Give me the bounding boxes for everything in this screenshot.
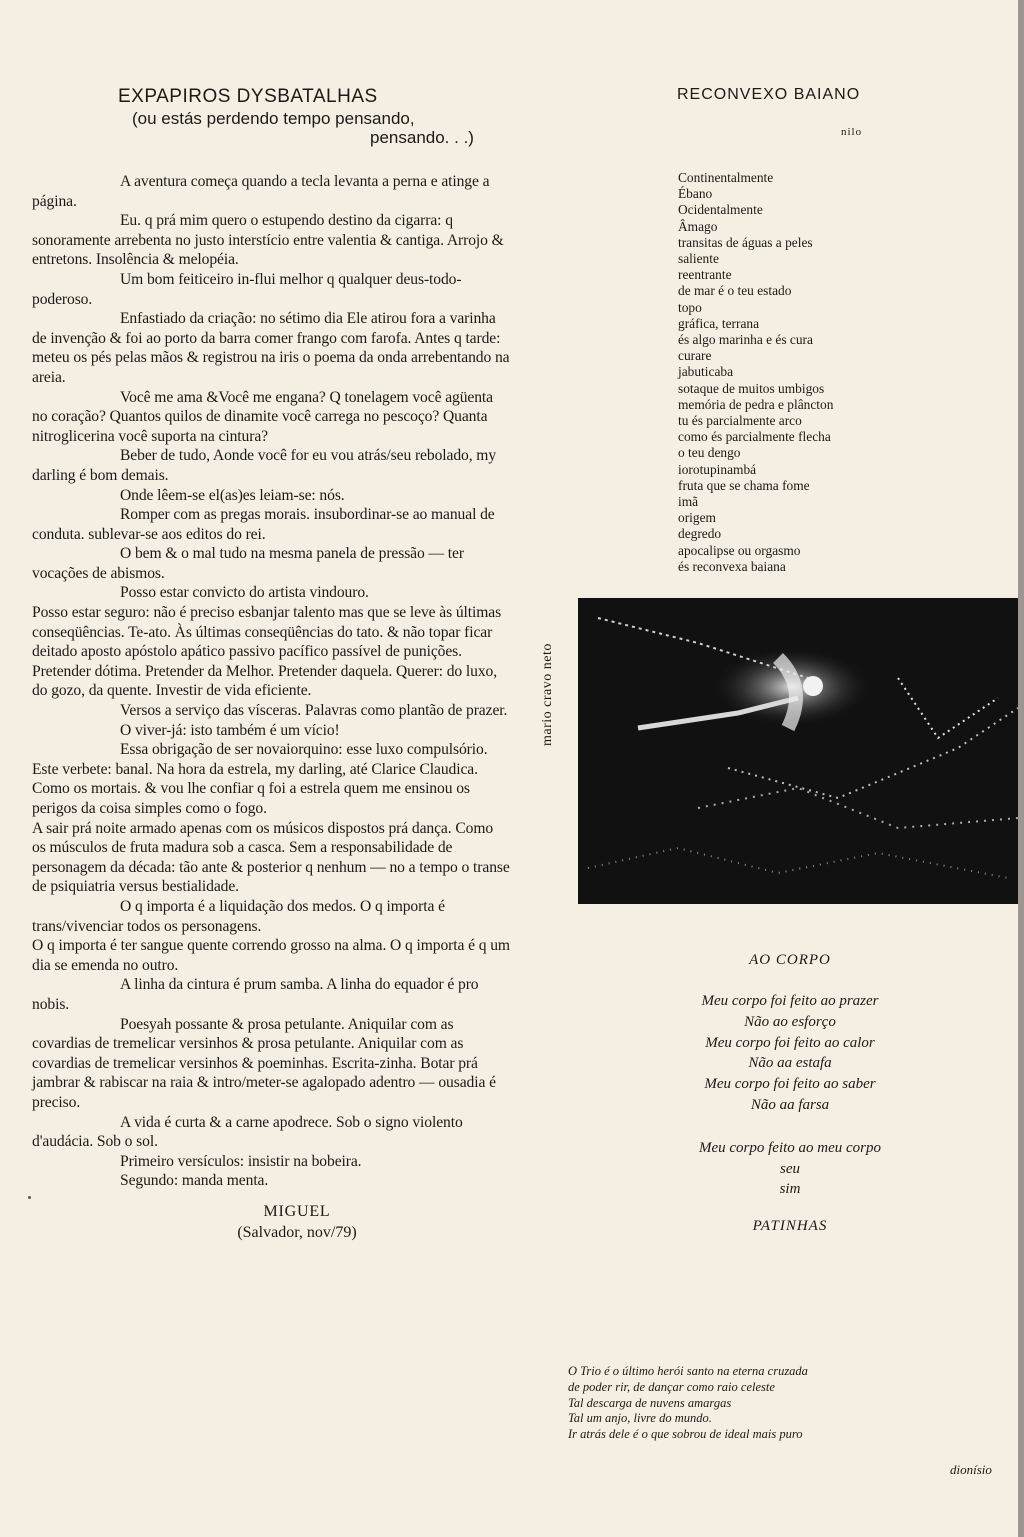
article-paragraph: Onde lêem-se el(as)es leiam-se: nós. <box>120 486 345 504</box>
poem-line: O Trio é o último herói santo na eterna cruzada <box>568 1364 808 1378</box>
article-paragraph: A linha da cintura é prum samba. A linha do equador é pro nobis. <box>32 976 479 1013</box>
article-paragraph: Segundo: manda menta. <box>120 1172 269 1190</box>
poem-line: topo <box>678 299 702 315</box>
article-body <box>32 172 510 1191</box>
article-paragraph: Primeiro versículos: insistir na bobeira. <box>120 1152 362 1170</box>
poem-title-reconvexo: RECONVEXO BAIANO <box>677 86 861 103</box>
poem-trio-body <box>568 1364 1008 1443</box>
poem-line: como és parcialmente flecha <box>678 429 831 445</box>
article-signature <box>32 1201 510 1243</box>
poem-line: jabuticaba <box>678 364 734 380</box>
poem-line: memória de pedra e plâncton <box>678 396 834 412</box>
poem-line: fruta que se chama fome <box>678 477 810 493</box>
poem-reconvexo-body <box>678 170 998 575</box>
article-title-block <box>32 86 510 156</box>
poem-line: Meu corpo foi feito ao prazer <box>701 993 879 1009</box>
article-expapiros <box>32 86 510 1243</box>
poem-line: Tal um anjo, livre do mundo. <box>568 1411 712 1426</box>
poem-line: imã <box>678 494 699 510</box>
poem-line: sotaque de muitos umbigos <box>678 380 825 396</box>
poem-title-ao-corpo: AO CORPO <box>749 952 831 968</box>
poem-line: Continentalmente <box>678 170 774 185</box>
article-paragraph: Você me ama &Você me engana? Q tonelagem você agüenta no coração? Quantos quilos de dinamite você carrega no pescoço? Quanta nitroglicerina você suporta na cintura? <box>32 388 493 445</box>
article-paragraph: A aventura começa quando a tecla levanta a perna e atinge a página. <box>32 173 490 210</box>
poem-line: Não aa estafa <box>748 1055 832 1072</box>
poem-line: Ébano <box>678 186 713 202</box>
poem-line: Meu corpo foi feito ao saber <box>704 1076 876 1093</box>
article-paragraph: O q importa é ter sangue quente correndo grosso na alma. O q importa é q um dia se emenda no outro. <box>32 937 510 974</box>
article-paragraph: Um bom feiticeiro in-flui melhor q qualquer deus-todo-poderoso. <box>32 270 462 308</box>
night-photo <box>578 598 1018 904</box>
poem-line: tu és parcialmente arco <box>678 413 802 429</box>
article-paragraph: Romper com as pregas morais. insubordinar-se ao manual de conduta. sublevar-se aos editos do rei. <box>32 506 495 543</box>
article-paragraph: Versos a serviço das vísceras. Palavras como plantão de prazer. <box>120 702 508 720</box>
poem-line: iorotupinambá <box>678 461 757 477</box>
poem-ao-corpo-stanza-2 <box>560 1138 1020 1200</box>
poem-line: o teu dengo <box>678 445 741 461</box>
poem-line: Não ao esforço <box>744 1013 836 1030</box>
article-paragraph: A sair prá noite armado apenas com os músicos dispostos prá dança. Como os músculos de fruta madura sob a casca. Sem a responsabilidade de personagem da década: tão ante & posterior q nenhum — no a tempo o transe de psiquiatria versus bestialidade. <box>32 819 510 896</box>
article-paragraph: Beber de tudo, Aonde você for eu vou atrás/seu rebolado, my darling é bom demais. <box>32 447 497 484</box>
poem-line: és algo marinha e és cura <box>678 332 813 348</box>
poem-line: degredo <box>678 526 722 542</box>
poem-line: curare <box>678 348 712 364</box>
article-paragraph: Poesyah possante & prosa petulante. Aniquilar com as covardias de tremelicar versinhos & prosa petulante. Aniquilar com as covardias de tremelicar versinhos & poeminhas. Escrita-zinha. Botar prá jambrar & rabiscar na raia & intro/meter-se agalopado adentro — ousadia é preciso. <box>32 1015 496 1111</box>
poem-line: de poder rir, de dançar como raio celeste <box>568 1379 775 1394</box>
poem-line: Meu corpo foi feito ao calor <box>705 1034 875 1051</box>
article-paragraph: Essa obrigação de ser novaiorquino: esse luxo compulsório. Este verbete: banal. Na hora da estrela, my darling, até Clarice Claudica. Como os mortais. & vou lhe confiar q foi a estrela quem me ensinou os perigos da coisa simples como o fogo. <box>32 741 488 817</box>
poem-line: seu <box>780 1160 800 1177</box>
article-subtitle <box>132 109 516 147</box>
poem-ao-corpo-stanza-1 <box>560 991 1020 1116</box>
article-paragraph: O q importa é a liquidação dos medos. O q importa é trans/vivenciar todos os personagens. <box>32 897 445 935</box>
margin-dot <box>28 1196 31 1199</box>
article-paragraph: Eu. q prá mim quero o estupendo destino da cigarra: q sonoramente arrebenta no justo interstício entre valentia & cantiga. Arrojo & entretons. Insolência & melopéia. <box>32 212 504 269</box>
poem-line: saliente <box>678 251 719 267</box>
poem-author-patinhas: PATINHAS <box>752 1218 828 1234</box>
article-paragraph: Enfastiado da criação: no sétimo dia Ele atirou fora a varinha de invenção & foi ao porto da barra comer frango com farofa. Antes q tarde: meteu os pés pelas mãos & registrou na iris o poema da onda arrebentando na areia. <box>32 310 510 386</box>
poem-author-nilo: nilo <box>841 126 863 138</box>
article-paragraph: Posso estar convicto do artista vindouro. <box>120 584 369 602</box>
poem-line: Meu corpo feito ao meu corpo <box>698 1139 882 1156</box>
author-place-date: (Salvador, nov/79) <box>237 1223 357 1241</box>
page-edge-shadow <box>1018 0 1024 1537</box>
poem-author-dionisio: dionísio <box>950 1462 992 1477</box>
article-paragraph: A vida é curta & a carne apodrece. Sob o signo violento d'audácia. Sob o sol. <box>32 1113 463 1151</box>
poem-line: Ir atrás dele é o que sobrou de ideal mais puro <box>568 1427 803 1442</box>
night-photo-graphic <box>578 598 1018 904</box>
subtitle-line-2: pensando. . .) <box>370 128 474 147</box>
poem-line: reentrante <box>678 267 732 283</box>
poem-ao-corpo-body <box>560 991 1020 1200</box>
article-title: EXPAPIROS DYSBATALHAS <box>118 86 378 107</box>
photo-credit: mario cravo neto <box>540 643 555 746</box>
poem-line: és reconvexa baiana <box>678 558 786 574</box>
article-paragraph: Posso estar seguro: não é preciso esbanjar talento mas que se leve às últimas conseqüências. Te-ato. Às últimas conseqüências do tato. & não topar ficar deitado aposto apóstolo apático passivo pacífico passível de punições. Pretender dótima. Pretender da Melhor. Pretender daquela. Querer: do luxo, do gozo, da quente. Investir de vida eficiente. <box>32 604 502 700</box>
article-paragraph: O bem & o mal tudo na mesma panela de pressão — ter vocações de abismos. <box>32 545 464 582</box>
poem-line: transitas de águas a peles <box>678 234 813 250</box>
poem-line: Não aa farsa <box>750 1096 830 1113</box>
article-paragraph: O viver-já: isto também é um vício! <box>120 721 340 739</box>
poem-line: de mar é o teu estado <box>678 283 792 299</box>
poem-line: apocalipse ou orgasmo <box>678 542 801 558</box>
poem-line: origem <box>678 510 716 526</box>
subtitle-line-1: (ou estás perdendo tempo pensando, <box>132 109 415 128</box>
poem-line: Ocidentalmente <box>678 202 763 218</box>
poem-line: Tal descarga de nuvens amargas <box>568 1395 732 1410</box>
poem-line: gráfica, terrana <box>678 315 760 331</box>
author-name: MIGUEL <box>263 1202 331 1220</box>
poem-line: Âmago <box>678 218 718 234</box>
poem-line: sim <box>779 1181 801 1198</box>
